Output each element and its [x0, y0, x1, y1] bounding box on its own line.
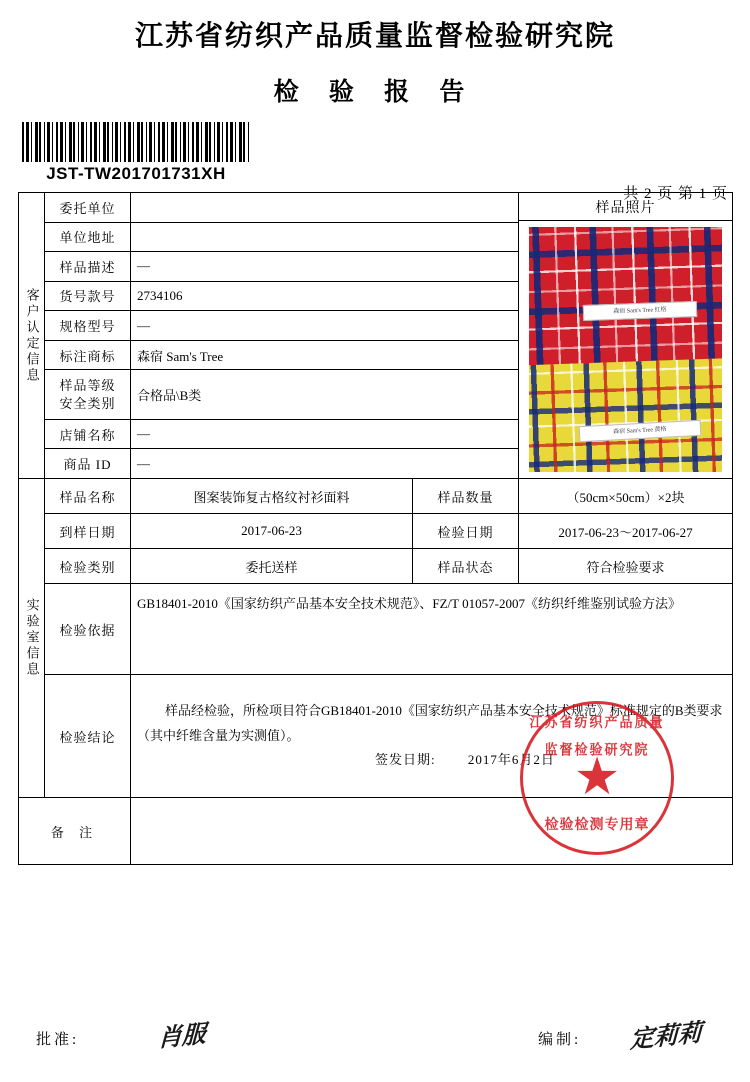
table-row: [19, 675, 733, 798]
yellow-plaid-fabric: [529, 358, 722, 472]
row-value-sample-name: 图案装饰复古格纹衬衫面料: [131, 479, 413, 514]
row-value-test-date: 2017-06-23～2017-06-27: [519, 514, 733, 549]
row-label-remark: 备 注: [19, 798, 131, 865]
compile-signature: 定莉莉: [629, 1020, 703, 1054]
row-value-sample-state: 符合检验要求: [519, 549, 733, 584]
stamp-arc-top: 江苏省纺织产品质量监督检验研究院: [529, 713, 665, 758]
sample-photo-cell: [519, 193, 733, 479]
barcode-block: [22, 122, 254, 184]
conclusion-text: 样品经检验，所检项目符合GB18401-2010《国家纺织产品基本安全技术规范》标准规定的B类要求（其中纤维含量为实测值）。: [137, 702, 723, 743]
row-label-client: 委托单位: [45, 193, 131, 223]
report-title: 检 验 报 告: [273, 79, 477, 106]
row-value-grade-safety: 合格品\B类: [131, 370, 519, 419]
row-value-conclusion-cell: [131, 675, 733, 834]
section-label-lab: 实验室信息: [19, 479, 45, 798]
fabric-tag-2: 森宿 Sam's Tree 黄格: [579, 420, 701, 442]
row-value-product-id: —: [131, 449, 519, 479]
page-title: 江苏省纺织产品质量监督检验研究院: [134, 21, 615, 52]
row-label-address: 单位地址: [45, 222, 131, 252]
approve-signature: 肖服: [157, 1021, 207, 1053]
row-label-trademark: 标注商标: [45, 340, 131, 370]
row-label-spec: 规格型号: [45, 311, 131, 341]
sample-photo-image: [529, 227, 722, 472]
row-value-address: [131, 222, 519, 252]
page-count: 共 2 页 第 1 页: [623, 186, 728, 202]
row-label-article-no: 货号款号: [45, 281, 131, 311]
stamp-star-icon: ★: [573, 749, 621, 806]
row-value-shop-name: —: [131, 419, 519, 449]
official-stamp: [520, 701, 674, 855]
report-table: [18, 192, 733, 865]
photo-wrap: [519, 221, 732, 478]
row-label-product-id: 商品 ID: [45, 449, 131, 479]
issue-date-label: 签发日期:: [375, 752, 436, 768]
row-label-test-date: 检验日期: [413, 514, 519, 549]
row-label-shop-name: 店铺名称: [45, 419, 131, 449]
row-value-description: —: [131, 252, 519, 282]
row-value-article-no: 2734106: [131, 281, 519, 311]
row-value-sample-qty: （50cm×50cm）×2块: [519, 479, 733, 514]
row-value-trademark: 森宿 Sam's Tree: [131, 340, 519, 370]
report-page: [0, 14, 750, 1082]
row-value-spec: —: [131, 311, 519, 341]
table-row: [19, 584, 733, 675]
footer: [18, 1014, 732, 1070]
fabric-tag-1: 森宿 Sam's Tree 红格: [583, 301, 697, 321]
table-row: [19, 479, 733, 514]
row-value-basis: GB18401-2010《国家纺织产品基本安全技术规范》、FZ/T 01057-2007《纺织纤维鉴别试验方法》: [131, 584, 733, 675]
row-value-test-type: 委托送样: [131, 549, 413, 584]
row-label-sample-name: 样品名称: [45, 479, 131, 514]
approve-label: 批准:: [36, 1032, 80, 1048]
stamp-arc-bottom: 检验检测专用章: [544, 818, 650, 834]
photo-header: 样品照片: [519, 193, 732, 221]
table-row: [19, 549, 733, 584]
issue-date-value: 2017年6月2日: [467, 752, 555, 768]
compile-label: 编制:: [538, 1032, 582, 1048]
row-label-grade-safety: [45, 370, 131, 419]
row-label-description: 样品描述: [45, 252, 131, 282]
row-label-basis: 检验依据: [45, 584, 131, 675]
barcode-number: JST-TW201701731XH: [46, 164, 226, 183]
row-label-sample-qty: 样品数量: [413, 479, 519, 514]
row-label-test-type: 检验类别: [45, 549, 131, 584]
barcode-image: [22, 122, 250, 162]
row-label-grade: 样品等级: [59, 378, 116, 394]
table-row: [19, 514, 733, 549]
section-label-customer: 客户认定信息: [19, 193, 45, 479]
row-label-conclusion: 检验结论: [45, 675, 131, 798]
row-label-arrival-date: 到样日期: [45, 514, 131, 549]
row-label-safety: 安全类别: [59, 395, 116, 411]
row-value-arrival-date: 2017-06-23: [131, 514, 413, 549]
row-label-sample-state: 样品状态: [413, 549, 519, 584]
row-value-client: [131, 193, 519, 223]
